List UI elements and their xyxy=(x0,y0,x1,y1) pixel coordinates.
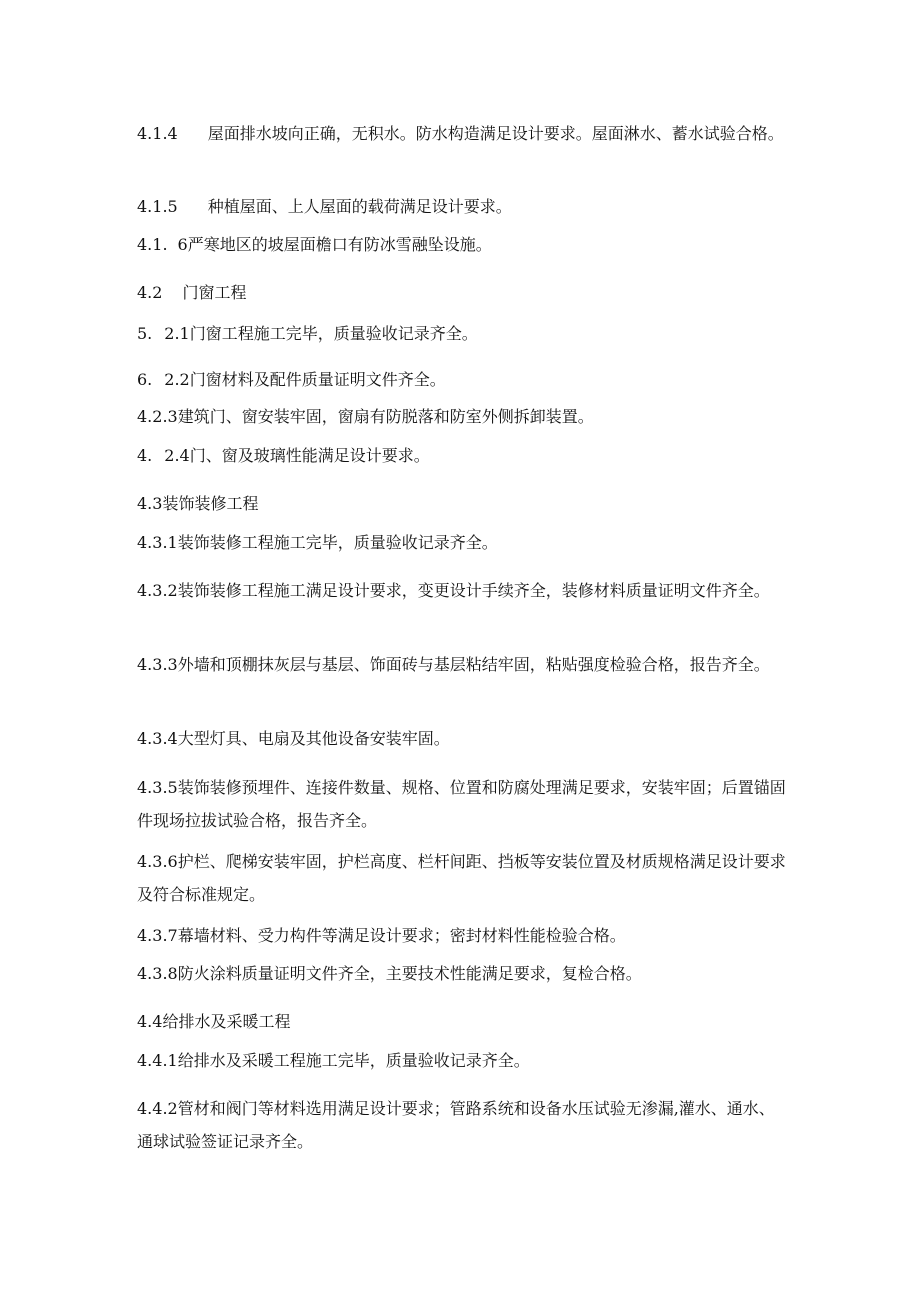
clause-4-4-1 xyxy=(137,1044,787,1077)
clause-text: 2.2门窗材料及配件质量证明文件齐全。 xyxy=(164,370,446,389)
clause-text: 6严寒地区的坡屋面檐口有防冰雪融坠设施。 xyxy=(177,235,492,254)
clause-number: 6. xyxy=(137,370,153,389)
clause-text: 2.4门、窗及玻璃性能满足设计要求。 xyxy=(164,446,430,465)
clause-number: 4.3.1 xyxy=(137,533,178,552)
clause-number: 4.3.5 xyxy=(137,778,178,797)
clause-text: 管材和阀门等材料选用满足设计要求；管路系统和设备水压试验无渗漏,灌水、通水、通球试验签证记录齐全。 xyxy=(137,1099,775,1151)
clause-4-3-1 xyxy=(137,526,787,559)
clause-number: 4.3.6 xyxy=(137,852,178,871)
section-number: 4.4 xyxy=(137,1012,163,1031)
clause-4-1-5 xyxy=(137,190,787,223)
section-4-3-heading xyxy=(137,487,787,520)
clause-text: 给排水及采暖工程施工完毕，质量验收记录齐全。 xyxy=(177,1051,530,1070)
clause-text: 防火涂料质量证明文件齐全，主要技术性能满足要求，复检合格。 xyxy=(177,964,642,983)
clause-number: 4.1.4 xyxy=(137,124,178,143)
clause-number: 4.3.4 xyxy=(137,729,178,748)
clause-4-4-2 xyxy=(137,1092,787,1158)
clause-text: 装饰装修工程施工完毕，质量验收记录齐全。 xyxy=(177,533,498,552)
section-title: 装饰装修工程 xyxy=(162,494,259,513)
section-4-2-heading xyxy=(137,276,787,309)
clause-4-1-6 xyxy=(137,228,787,261)
clause-text: 种植屋面、上人屋面的载荷满足设计要求。 xyxy=(207,197,512,216)
clause-text: 大型灯具、电扇及其他设备安装牢固。 xyxy=(177,729,450,748)
clause-4-3-8 xyxy=(137,957,787,990)
clause-text: 2.1门窗工程施工完毕，质量验收记录齐全。 xyxy=(164,324,478,343)
clause-4-3-7 xyxy=(137,919,787,952)
clause-4-3-3 xyxy=(137,648,787,681)
section-4-4-heading xyxy=(137,1005,787,1038)
clause-4-2-4 xyxy=(137,439,787,472)
clause-text: 装饰装修工程施工满足设计要求，变更设计手续齐全，装修材料质量证明文件齐全。 xyxy=(177,581,770,600)
section-number: 4.3 xyxy=(137,494,163,513)
clause-4-2-1 xyxy=(137,317,787,350)
clause-number: 4.4.2 xyxy=(137,1099,178,1118)
clause-text: 建筑门、窗安装牢固，窗扇有防脱落和防室外侧拆卸装置。 xyxy=(177,407,594,426)
clause-number: 4.1.5 xyxy=(137,197,178,216)
clause-number: 4.3.3 xyxy=(137,655,178,674)
clause-4-3-2 xyxy=(137,574,787,607)
clause-4-3-5 xyxy=(137,771,787,837)
section-number: 4.2 xyxy=(137,283,163,302)
clause-text: 幕墙材料、受力构件等满足设计要求；密封材料性能检验合格。 xyxy=(177,926,626,945)
clause-number: 4.3.8 xyxy=(137,964,178,983)
section-title: 门窗工程 xyxy=(182,283,247,302)
clause-text: 护栏、爬梯安装牢固，护栏高度、栏杆间距、挡板等安装位置及材质规格满足设计要求及符合标准规定。 xyxy=(137,852,786,904)
clause-4-1-4 xyxy=(137,117,787,150)
clause-text: 屋面排水坡向正确，无积水。防水构造满足设计要求。屋面淋水、蓄水试验合格。 xyxy=(207,124,784,143)
clause-4-3-4 xyxy=(137,722,787,755)
clause-number: 4.3.2 xyxy=(137,581,178,600)
clause-text: 外墙和顶棚抹灰层与基层、饰面砖与基层粘结牢固，粘贴强度检验合格，报告齐全。 xyxy=(177,655,770,674)
clause-number: 4.4.1 xyxy=(137,1051,178,1070)
clause-number: 4.1. xyxy=(137,235,168,254)
section-title: 给排水及采暖工程 xyxy=(162,1012,291,1031)
clause-number: 4. xyxy=(137,446,153,465)
clause-4-2-2 xyxy=(137,363,787,396)
clause-4-2-3 xyxy=(137,400,787,433)
clause-text: 装饰装修预埋件、连接件数量、规格、位置和防腐处理满足要求，安装牢固；后置锚固件现场拉拔试验合格，报告齐全。 xyxy=(137,778,786,830)
clause-number: 4.3.7 xyxy=(137,926,178,945)
clause-number: 4.2.3 xyxy=(137,407,178,426)
clause-4-3-6 xyxy=(137,845,787,911)
clause-number: 5. xyxy=(137,324,153,343)
